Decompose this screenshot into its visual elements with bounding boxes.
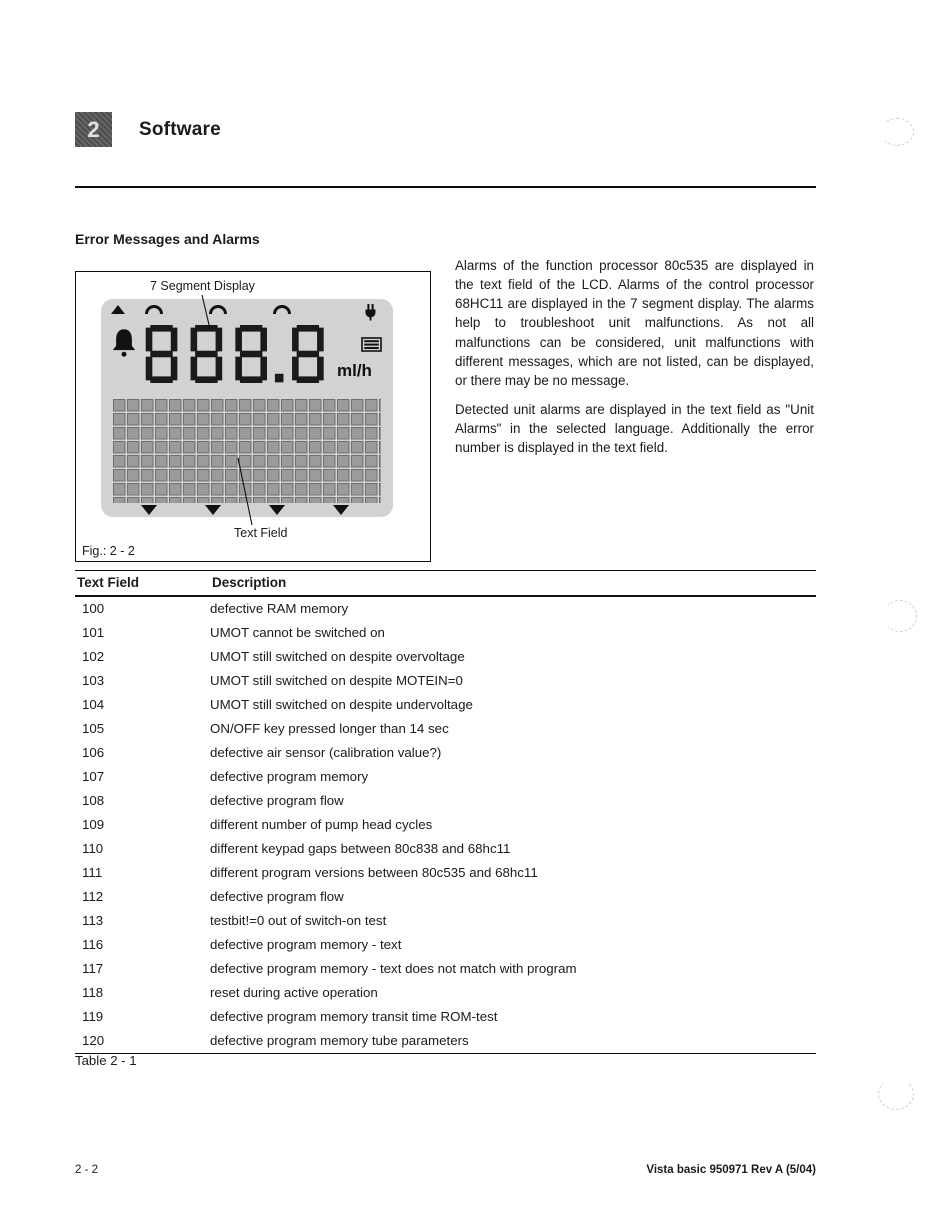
table-row (75, 1029, 816, 1054)
row-code: 113 (82, 913, 104, 928)
row-code: 101 (82, 625, 105, 640)
row-description: UMOT still switched on despite overvoltage (210, 649, 465, 664)
row-description: UMOT still switched on despite undervoltage (210, 697, 473, 712)
row-code: 105 (82, 721, 105, 736)
row-code: 118 (82, 985, 104, 1000)
row-code: 112 (82, 889, 104, 904)
row-code: 109 (82, 817, 105, 832)
error-table-body (75, 596, 816, 1054)
document-reference: Vista basic 950971 Rev A (5/04) (646, 1164, 816, 1176)
header-rule (75, 186, 816, 188)
table-row (75, 765, 816, 789)
table-row (75, 693, 816, 717)
row-description: defective program memory transit time ROM-test (210, 1009, 498, 1024)
table-row (75, 621, 816, 645)
row-description: UMOT cannot be switched on (210, 625, 385, 640)
body-paragraph-2: Detected unit alarms are displayed in the text field as "Unit Alarms" in the selected language. Additionally the error number is displayed in the text field. (455, 402, 814, 456)
row-description: different keypad gaps between 80c838 and 68hc11 (210, 841, 511, 856)
row-code: 104 (82, 697, 105, 712)
table-row (75, 885, 816, 909)
table-row (75, 741, 816, 765)
page-number: 2 - 2 (75, 1164, 99, 1176)
punch-hole-mark (880, 118, 914, 146)
display-unit-label: ml/h (337, 361, 372, 380)
table-row (75, 861, 816, 885)
page-footer (75, 1164, 816, 1176)
punch-hole-mark (878, 1078, 914, 1110)
row-description: defective program memory (210, 769, 369, 784)
section-title: Error Messages and Alarms (75, 231, 260, 247)
row-description: defective program memory - text does not match with program (210, 961, 577, 976)
row-code: 103 (82, 673, 105, 688)
down-arrow-icon (333, 505, 349, 515)
lcd-display (101, 299, 393, 517)
row-description: defective program memory - text (210, 937, 402, 952)
down-arrow-icon (205, 505, 221, 515)
chapter-number: 2 (87, 116, 100, 142)
row-code: 106 (82, 745, 105, 760)
row-code: 117 (82, 961, 104, 976)
bell-icon (109, 327, 139, 364)
row-code: 100 (82, 601, 105, 616)
chapter-header (75, 112, 221, 147)
row-code: 120 (82, 1033, 105, 1048)
chapter-number-badge (75, 112, 112, 147)
error-code-table (75, 570, 816, 1054)
arc-indicator-icon (273, 305, 291, 314)
row-code: 111 (82, 865, 103, 880)
arc-indicator-icon (145, 305, 163, 314)
dot-matrix-text-field (113, 399, 381, 508)
table-row (75, 981, 816, 1005)
column-header-text-field: Text Field (75, 571, 210, 597)
down-arrow-icon (141, 505, 157, 515)
row-description: defective program flow (210, 793, 344, 808)
callout-7-segment-display: 7 Segment Display (150, 279, 255, 293)
table-row (75, 669, 816, 693)
row-description: defective program flow (210, 889, 344, 904)
row-description: UMOT still switched on despite MOTEIN=0 (210, 673, 463, 688)
table-row (75, 596, 816, 621)
figure-caption: Fig.: 2 - 2 (82, 544, 135, 558)
row-code: 107 (82, 769, 105, 784)
row-description: different program versions between 80c535 and 68hc11 (210, 865, 538, 880)
down-arrow-icon (269, 505, 285, 515)
body-text-column (455, 256, 814, 468)
row-description: defective RAM memory (210, 601, 349, 616)
row-description: reset during active operation (210, 985, 378, 1000)
lcd-figure (75, 271, 431, 562)
error-table-header (75, 571, 816, 597)
row-description: different number of pump head cycles (210, 817, 433, 832)
row-description: ON/OFF key pressed longer than 14 sec (210, 721, 449, 736)
up-arrow-icon (111, 305, 125, 314)
battery-icon (361, 337, 382, 357)
row-description: defective air sensor (calibration value?) (210, 745, 442, 760)
row-code: 108 (82, 793, 105, 808)
row-description: testbit!=0 out of switch-on test (210, 913, 387, 928)
column-header-description: Description (210, 571, 816, 597)
row-code: 116 (82, 937, 104, 952)
row-code: 102 (82, 649, 105, 664)
seven-segment-display (145, 325, 331, 388)
body-paragraph-1: Alarms of the function processor 80c535 are displayed in the text field of the LCD. Alarms of the control processor 68HC11 are displayed in the 7 segment display. The alarms help to troubleshoot unit malfunctions. As not all malfunctions can be considered, unit malfunctions with different messages, which are not listed, can be displayed, or there may be no message. (455, 258, 814, 388)
table-row (75, 933, 816, 957)
table-row (75, 957, 816, 981)
row-description: defective program memory tube parameters (210, 1033, 469, 1048)
table-row (75, 645, 816, 669)
punch-hole-mark (883, 600, 917, 632)
table-row (75, 813, 816, 837)
callout-text-field: Text Field (234, 526, 288, 540)
table-row (75, 837, 816, 861)
table-row (75, 717, 816, 741)
row-code: 110 (82, 841, 104, 856)
table-row (75, 1005, 816, 1029)
table-row (75, 909, 816, 933)
plug-icon (361, 303, 380, 326)
table-caption: Table 2 - 1 (75, 1053, 137, 1068)
arc-indicator-icon (209, 305, 227, 314)
row-code: 119 (82, 1009, 104, 1024)
table-row (75, 789, 816, 813)
chapter-title: Software (139, 118, 221, 140)
